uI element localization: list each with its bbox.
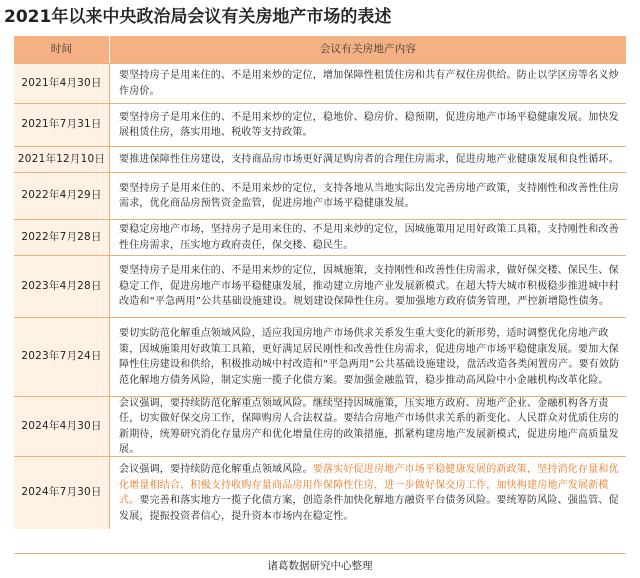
header-content: 会议有关房地产内容: [110, 36, 626, 63]
row-date: 2022年4月29日: [14, 172, 110, 219]
row-content-text: 要坚持房子是用来住的、不是用来炒的定位，因城施策，支持刚性和改善性住房需求，做好保交楼、保民生、保稳定工作，促进房地产市场平稳健康发展，推动建立房地产业发展新模式。在超大特大城市积极稳步推进城中村改造和“平急两用”公共基础设施建设。规划建设保障性住房。要加强地方政府债务管理，严控新增隐性债务。: [119, 265, 619, 308]
row-content: [110, 255, 626, 317]
highlighted-text: 要落实好促进房地产市场平稳健康发展的新政策，坚持消化存量和优化增量相结合，积极支持收购存量商品房用作保障性住房，进一步做好保交房工作，加快构建房地产发展新模式。: [119, 464, 619, 506]
row-content-tail: 要完善和落实地方一揽子化债方案，创造条件加快化解地方融资平台债务风险。要统筹防风险、强监管、促发展，提振投资者信心，提升资本市场内在稳定性。: [119, 495, 619, 522]
row-content: [110, 396, 626, 456]
row-date: 2021年12月10日: [14, 146, 110, 172]
row-date: 2021年4月30日: [14, 63, 110, 103]
row-content: [110, 172, 626, 219]
row-content: [110, 103, 626, 146]
policy-table: [14, 36, 626, 554]
row-content-text: 要坚持房子是用来住的、不是用来炒的定位，稳地价、稳房价、稳预期，促进房地产市场平稳健康发展。加快发展租赁住房，落实用地、税收等支持政策。: [119, 111, 619, 138]
row-content-text: 要切实防范化解重点领域风险，适应我国房地产市场供求关系发生重大变化的新形势，适时调整优化房地产政策，因城施策用好政策工具箱，更好满足居民刚性和改善性住房需求，促进房地产市场平稳健康发展。要加大保障性住房建设和供给，积极推动城中村改造和“平急两用”公共基础设施建设，盘活改造各类闲置房产。要有效防范化解地方债务风险，制定实施一揽子化债方案。要加强金融监管，稳步推动高风险中小金融机构改革化险。: [119, 328, 620, 386]
row-content: [110, 146, 626, 172]
row-content-text: 要坚持房子是用来住的、不是用来炒的定位，支持各地从当地实际出发完善房地产政策，支持刚性和改善性住房需求，优化商品房预售资金监管，促进房地产市场平稳健康发展。: [119, 182, 619, 209]
row-content-text: [119, 462, 620, 524]
source-note: 诸葛数据研究中心整理: [267, 560, 373, 572]
row-content: [110, 63, 626, 103]
row-content-text: 会议强调，要持续防范化解重点领域风险。继续坚持因城施策，压实地方政府、房地产企业、金融机构各方责任，切实做好保交房工作，保障购房人合法权益。要结合房地产市场供求关系的新变化、人民群众对优质住房的新期待，统筹研究消化存量房产和优化增量住房的政策措施，抓紧构建房地产发展新模式，促进房地产高质量发展。: [119, 397, 619, 455]
row-date: 2024年7月30日: [14, 456, 110, 529]
row-date: 2022年7月28日: [14, 219, 110, 255]
row-date: 2023年7月24日: [14, 317, 110, 396]
header-time: 时间: [14, 36, 110, 63]
row-content: [110, 219, 626, 255]
row-content-text: 要坚持房子是用来住的、不是用来炒的定位，增加保障性租赁住房和共有产权住房供给。防止以学区房等名义炒作房价。: [119, 70, 619, 97]
row-content-text: 要稳定房地产市场，坚持房子是用来住的、不是用来炒的定位，因城施策用足用好政策工具箱，支持刚性和改善性住房需求，压实地方政府责任，保交楼、稳民生。: [119, 224, 619, 251]
row-content-text: 要推进保障性住房建设，支持商品房市场更好满足购房者的合理住房需求，促进房地产业健康发展和良性循环。: [119, 153, 619, 165]
row-date: 2024年4月30日: [14, 396, 110, 456]
row-date: 2021年7月31日: [14, 103, 110, 146]
row-date: 2023年4月28日: [14, 255, 110, 317]
page-title: 2021年以来中央政治局会议有关房地产市场的表述: [4, 7, 392, 27]
row-content: [110, 317, 626, 396]
row-content: [110, 456, 626, 529]
row-content-lead: 会议强调，要持续防范化解重点领域风险。: [119, 464, 313, 475]
